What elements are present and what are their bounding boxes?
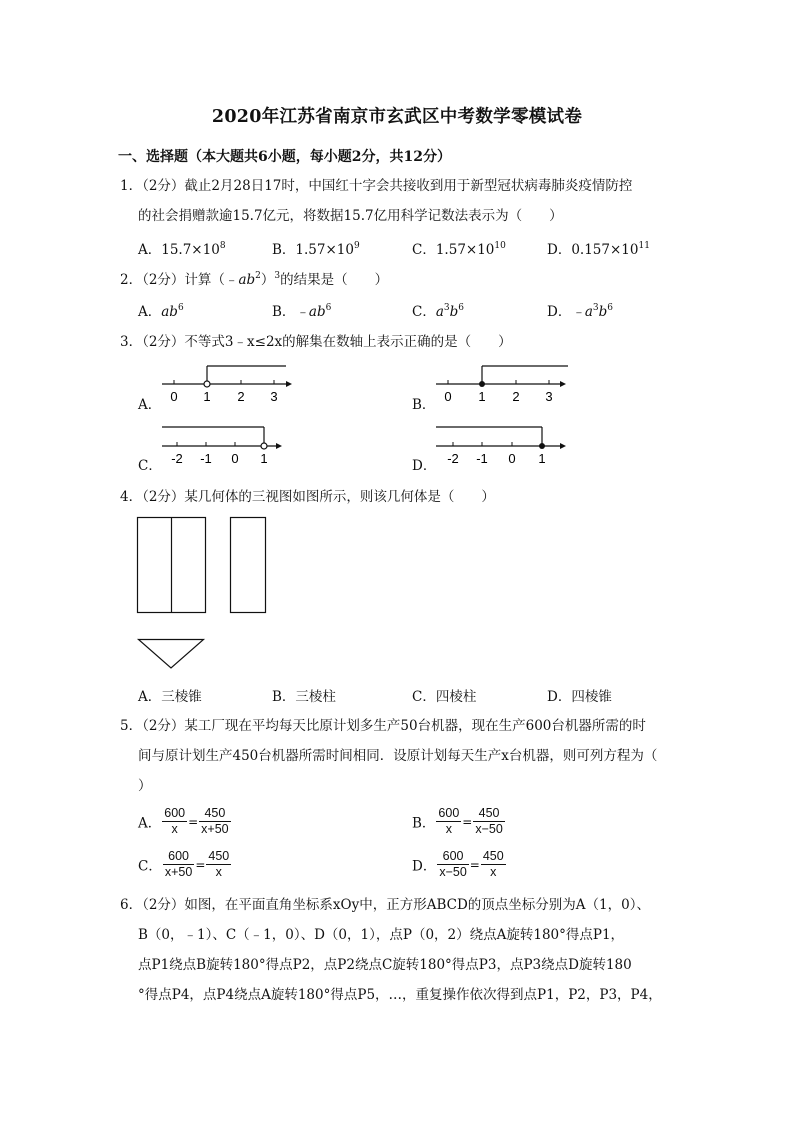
tick-label: 0 bbox=[231, 451, 239, 466]
q5-line2: 间与原计划生产450台机器所需时间相同．设原计划每天生产x台机器，则可列方程为（ bbox=[138, 748, 658, 764]
fraction bbox=[436, 806, 461, 837]
tick-label: 3 bbox=[270, 389, 278, 404]
q3-stem: 3．（2分）不等式3﹣x≤2x的解集在数轴上表示正确的是（ ） bbox=[120, 334, 512, 350]
denominator: x+50 bbox=[164, 865, 193, 879]
option-label: B． bbox=[412, 815, 436, 832]
numerator: 450 bbox=[208, 849, 230, 863]
q3-option-d-numberline[interactable] bbox=[432, 424, 572, 468]
equals-sign: = bbox=[195, 857, 206, 872]
top-view-triangle bbox=[139, 640, 204, 669]
exponent: 6 bbox=[177, 303, 184, 313]
option-label: D． bbox=[547, 242, 572, 258]
tick-label: 1 bbox=[260, 451, 268, 466]
option-value: b bbox=[449, 304, 459, 320]
q2-suffix: 的结果是（ ） bbox=[280, 272, 389, 288]
option-value: b bbox=[598, 304, 608, 320]
exponent: 9 bbox=[353, 241, 360, 251]
option-label: A． bbox=[138, 242, 162, 258]
tick-label: -2 bbox=[171, 451, 183, 466]
tick-label: 0 bbox=[170, 389, 178, 404]
exponent: 3 bbox=[592, 303, 599, 313]
q2-variable: ab bbox=[238, 272, 256, 288]
numerator: 600 bbox=[163, 849, 194, 865]
option-label: B． bbox=[272, 304, 296, 320]
equals-sign: = bbox=[469, 857, 480, 872]
q3-option-a-numberline[interactable] bbox=[158, 364, 298, 406]
q5-option-c[interactable] bbox=[138, 849, 232, 880]
q4-option-b[interactable]: B．三棱柱 bbox=[272, 689, 336, 705]
q2-option-a[interactable] bbox=[138, 300, 184, 320]
q5-line1: 5．（2分）某工厂现在平均每天比原计划多生产50台机器，现在生产600台机器所需的时 bbox=[120, 718, 646, 734]
axis-arrow bbox=[560, 443, 566, 449]
option-value: 15.7×10 bbox=[161, 242, 220, 258]
tick-label: 0 bbox=[508, 451, 516, 466]
option-label: A． bbox=[138, 815, 162, 832]
denominator: x bbox=[215, 865, 222, 879]
q4-option-a[interactable]: A．三棱锥 bbox=[138, 689, 202, 705]
exponent: 8 bbox=[219, 241, 226, 251]
tick-label: -1 bbox=[476, 451, 488, 466]
q4-option-c[interactable]: C．四棱柱 bbox=[412, 689, 477, 705]
closed-point bbox=[479, 381, 485, 387]
fraction bbox=[163, 849, 194, 880]
tick-label: 0 bbox=[444, 389, 452, 404]
tick-label: 1 bbox=[538, 451, 546, 466]
option-label: D． bbox=[412, 858, 437, 875]
q3-option-b-numberline[interactable] bbox=[432, 364, 572, 406]
option-label: D． bbox=[547, 304, 572, 320]
q3-option-b-label[interactable]: B． bbox=[412, 397, 436, 413]
option-label: A． bbox=[138, 304, 162, 320]
exponent: 6 bbox=[607, 303, 614, 313]
axis-arrow bbox=[276, 443, 282, 449]
q2-prefix: 2．（2分）计算（﹣ bbox=[120, 272, 239, 288]
equals-sign: = bbox=[462, 814, 473, 829]
fraction bbox=[481, 849, 506, 880]
option-value: a bbox=[435, 304, 444, 320]
exponent: 3 bbox=[443, 303, 450, 313]
denominator: x bbox=[490, 865, 497, 879]
option-label: B． bbox=[272, 242, 296, 258]
q2-close: ） bbox=[260, 272, 275, 288]
q2-option-d[interactable] bbox=[547, 300, 613, 320]
q2-option-b[interactable] bbox=[272, 300, 331, 320]
option-value: 1.57×10 bbox=[435, 242, 495, 258]
tick-label: 1 bbox=[203, 389, 211, 404]
side-view bbox=[231, 518, 266, 613]
fraction bbox=[199, 806, 230, 837]
q2-stem bbox=[120, 270, 388, 290]
q6-line2: B（0，﹣1）、C（﹣1，0）、D（0，1），点P（0，2）绕点A旋转180°得点P1， bbox=[138, 927, 625, 943]
numerator: 450 bbox=[482, 849, 504, 863]
tick-label: -2 bbox=[447, 451, 459, 466]
fraction bbox=[437, 849, 468, 880]
equals-sign: = bbox=[188, 814, 199, 829]
fraction bbox=[473, 806, 504, 837]
option-label: C． bbox=[138, 858, 162, 875]
q2-option-c[interactable] bbox=[412, 300, 464, 320]
fraction bbox=[206, 849, 231, 880]
option-label: C． bbox=[412, 242, 436, 258]
q6-line4: °得点P4，点P4绕点A旋转180°得点P5，…，重复操作依次得到点P1，P2，P3，P4， bbox=[138, 987, 662, 1003]
numerator: 600 bbox=[164, 806, 186, 820]
q1-line2: 的社会捐赠款逾15.7亿元，将数据15.7亿用科学记数法表示为（ ） bbox=[138, 208, 563, 224]
tick-label: -1 bbox=[200, 451, 212, 466]
exponent: 11 bbox=[638, 241, 650, 251]
exponent: 6 bbox=[325, 303, 332, 313]
q3-option-a-label[interactable]: A． bbox=[138, 397, 162, 413]
q1-line1: 1．（2分）截止2月28日17时，中国红十字会共接收到用于新型冠状病毒肺炎疫情防控 bbox=[120, 178, 633, 194]
tick-label: 3 bbox=[545, 389, 553, 404]
page-title: 2020年江苏省南京市玄武区中考数学零模试卷 bbox=[211, 107, 583, 127]
q3-option-c-label[interactable]: C． bbox=[138, 458, 162, 474]
q6-line1: 6．（2分）如图，在平面直角坐标系xOy中，正方形ABCD的顶点坐标分别为A（1，0）、 bbox=[120, 897, 650, 913]
option-value: ab bbox=[161, 304, 178, 320]
q5-line3: ） bbox=[138, 778, 152, 794]
open-point bbox=[204, 381, 210, 387]
denominator: x+50 bbox=[201, 822, 229, 836]
denominator: x bbox=[445, 822, 452, 836]
closed-point bbox=[539, 443, 545, 449]
q1-option-b[interactable] bbox=[272, 238, 360, 258]
numerator: 600 bbox=[437, 849, 468, 865]
option-value: ﹣ab bbox=[295, 304, 326, 320]
tick-label: 1 bbox=[478, 389, 486, 404]
q5-option-b[interactable] bbox=[412, 806, 506, 837]
q5-option-d[interactable] bbox=[412, 849, 507, 880]
numerator: 450 bbox=[473, 806, 504, 822]
exponent: 10 bbox=[494, 241, 506, 251]
axis-arrow bbox=[286, 381, 292, 387]
exponent: 3 bbox=[274, 271, 281, 281]
option-value: 1.57×10 bbox=[295, 242, 354, 258]
q3-option-d-label[interactable]: D． bbox=[412, 458, 437, 474]
option-value: ﹣a bbox=[571, 304, 593, 320]
section-heading: 一、选择题（本大题共6小题，每小题2分，共12分） bbox=[118, 149, 451, 165]
denominator: x bbox=[171, 822, 178, 836]
option-label: C． bbox=[412, 304, 436, 320]
denominator: x−50 bbox=[475, 822, 503, 836]
exponent: 2 bbox=[255, 271, 261, 281]
q4-three-views-figure bbox=[135, 514, 275, 674]
open-point bbox=[261, 443, 267, 449]
q4-stem: 4．（2分）某几何体的三视图如图所示，则该几何体是（ ） bbox=[120, 489, 495, 505]
exponent: 6 bbox=[458, 303, 465, 313]
axis-arrow bbox=[560, 381, 566, 387]
option-value: 0.157×10 bbox=[571, 242, 639, 258]
q3-option-c-numberline[interactable] bbox=[158, 424, 288, 468]
q1-option-c[interactable] bbox=[412, 238, 506, 258]
numerator: 600 bbox=[438, 806, 460, 820]
tick-label: 2 bbox=[512, 389, 520, 404]
fraction bbox=[162, 806, 187, 837]
q5-option-a[interactable] bbox=[138, 806, 232, 837]
q1-option-d[interactable] bbox=[547, 238, 650, 258]
q4-option-d[interactable]: D．四棱锥 bbox=[547, 689, 612, 705]
q6-line3: 点P1绕点B旋转180°得点P2，点P2绕点C旋转180°得点P3，点P3绕点D旋转180 bbox=[138, 957, 632, 973]
q1-option-a[interactable] bbox=[138, 238, 226, 258]
numerator: 450 bbox=[199, 806, 230, 822]
tick-label: 2 bbox=[237, 389, 245, 404]
denominator: x−50 bbox=[439, 865, 467, 879]
